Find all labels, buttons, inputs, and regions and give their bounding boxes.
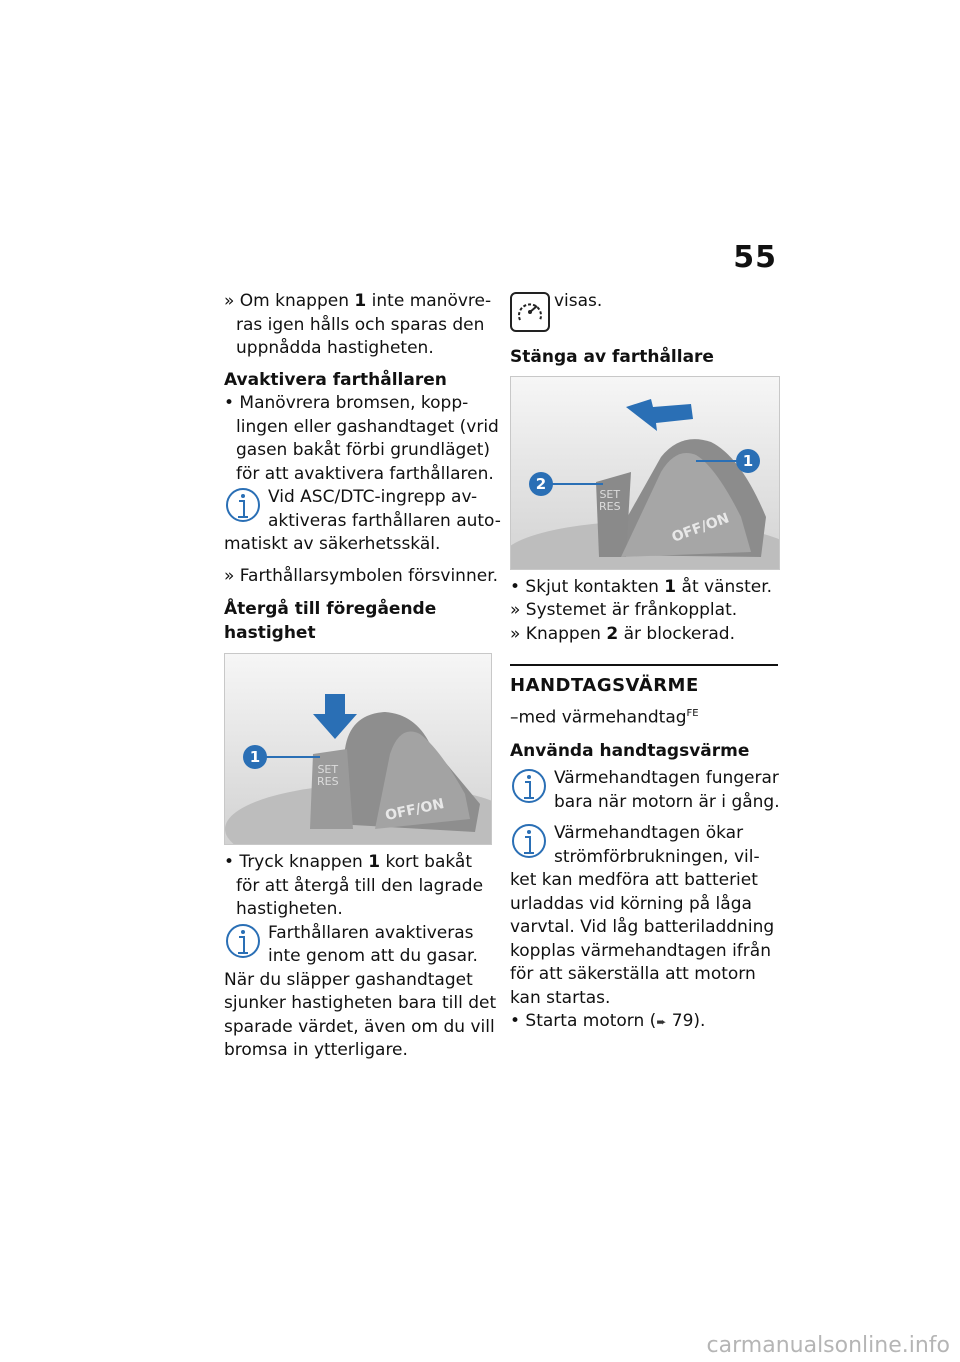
instruction-result: » Om knappen 1 inte manövre- <box>224 291 492 311</box>
instruction-result: » Knappen 2 är blockerad. <box>510 623 735 644</box>
info-note: Värmehandtagen ökar strömförbrukningen, vil- ket kan medföra att batteriet urladdas vid körning på låga varvtal. Vid låg batteriladdning kopplas värmehandtagen ifrån för att säkerställa att motorn kan startas. <box>510 823 775 1008</box>
handlebar-switch-illustration <box>511 377 779 569</box>
right-column: visas. Stänga av farthållare 1 2 SET RES OFF/ON • Skjut kontakten 1 åt vänster. » Systemet är frånkopplat. » Knappen 2 är blockerad. HANDTAGSVÄRME –med värmehandtag$^{FE}$ Använda handtagsvärme Värmehandtagen fungerar bara när motorn är i gång. Värmehandtagen ökar strömförbrukningen, vil- ket kan medföra att batteriet urladdas vid körning på låga varvtal. Vid låg batteriladdning kopplas värmehandtagen ifrån för att säkerställa att motorn kan startas. • Starta motorn (➨ 79). <box>510 290 778 1035</box>
info-icon <box>510 767 548 811</box>
info-note: Farthållaren avaktiveras inte genom att du gasar. När du släpper gashandtaget sjunker hastigheten bara till det sparade värdet, även om du vill bromsa in ytterligare. <box>224 922 497 1060</box>
watermark: carmanualsonline.info <box>706 1333 950 1358</box>
equipment-option: –med värmehandtag$^{FE}$ <box>510 707 699 728</box>
handlebar-switch-illustration <box>225 654 491 844</box>
section-heading: Använda handtagsvärme <box>510 740 750 761</box>
off-on-label: OFF/ON <box>669 509 732 546</box>
instruction-step: • Starta motorn (➨ 79). <box>510 1011 706 1032</box>
info-note: Vid ASC/DTC-ingrepp av- aktiveras farthållaren auto- matiskt av säkerhetsskäl. <box>224 487 501 554</box>
info-icon <box>224 922 262 966</box>
figure-off-switch <box>510 376 780 570</box>
info-note: Värmehandtagen fungerar bara när motorn är i gång. <box>510 767 778 814</box>
info-icon <box>224 486 262 530</box>
set-res-button-label: SET RES <box>317 763 339 788</box>
set-res-button-label: SET RES <box>599 487 621 513</box>
section-heading: Stänga av farthållare <box>510 347 714 367</box>
figure-set-res-button <box>224 653 492 845</box>
cruise-symbol-row: visas. <box>510 290 778 336</box>
callout-2: 2 <box>535 474 547 493</box>
cruise-control-icon <box>510 292 550 332</box>
page-reference-link[interactable]: 79). <box>671 1011 706 1032</box>
info-icon <box>510 822 548 866</box>
section-heading: Avaktivera farthållaren <box>224 369 447 390</box>
chapter-section-title: HANDTAGSVÄRME <box>510 664 778 698</box>
off-on-label: OFF/ON <box>383 795 446 825</box>
callout-1: 1 <box>249 748 261 766</box>
callout-1: 1 <box>742 451 754 470</box>
page-reference-arrow-icon[interactable]: ➨ <box>656 1015 667 1030</box>
instruction-step: • Skjut kontakten 1 åt vänster. <box>510 576 773 597</box>
page-number: 55 <box>733 240 777 275</box>
instruction-step: • Tryck knappen 1 kort bakåt <box>224 852 473 872</box>
left-column: » Om knappen 1 inte manövre- ras igen hålls och sparas den uppnådda hastigheten. Avaktivera farthållaren • Manövrera bromsen, kopp- lingen eller gashandtaget (vrid gasen bakåt förbi grundläget) för att avaktivera farthållaren. Vid ASC/DTC-ingrepp av- aktiveras farthållaren auto- matiskt av säkerhetsskäl. » Farthållarsymbolen försvinner. Återgå till föregående hastighet 1 SET RES OFF/ON • Tryck knappen 1 kort bakåt för att återgå till den lagrade hastigheten. Farthållaren avaktiveras inte genom att du gasar. När du släpper gashandtaget sjunker hastigheten bara till det sparade värdet, även om du vill bromsa in ytterligare. <box>224 290 492 1063</box>
